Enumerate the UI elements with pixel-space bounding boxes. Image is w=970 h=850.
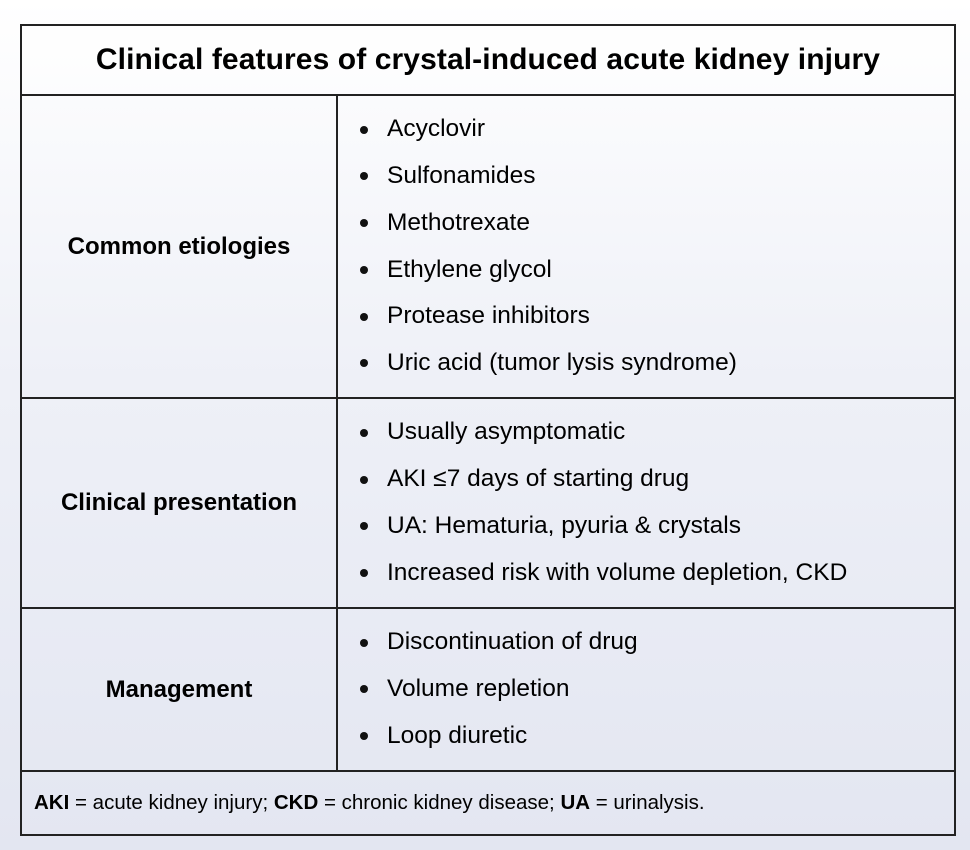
list-item [360,456,954,503]
list-item-text: Increased risk with volume depletion, CKD [387,558,848,586]
list-item [360,200,954,247]
row-content [338,399,954,607]
row-common-etiologies [22,96,954,399]
table-title: Clinical features of crystal-induced acute kidney injury [95,43,881,76]
footnote-abbreviation: CKD [273,791,319,814]
list-item [360,550,954,597]
list-item-text: Sulfonamides [387,161,536,189]
bullet-icon [360,172,368,180]
list-item [360,153,954,200]
row-content [338,609,954,770]
list-item-text: Loop diuretic [387,721,528,749]
bullet-icon [360,522,368,530]
list-item [360,503,954,550]
list-item-text: Usually asymptomatic [387,418,626,446]
list-item [360,409,954,456]
list-item-text: UA: Hematuria, pyuria & crystals [387,512,741,539]
abbreviations-footnote [22,772,954,834]
bullet-icon [360,313,368,321]
list-item [360,340,954,387]
bullet-icon [360,569,368,577]
clinical-features-table [20,24,956,836]
list-item-text: Uric acid (tumor lysis syndrome) [387,349,737,377]
list-item [360,619,954,666]
bullet-icon [360,639,368,647]
table-title-row [22,26,954,96]
list-item-text: Protease inhibitors [387,302,590,330]
row-label: Clinical presentation [22,399,338,607]
bullet-list [360,619,954,759]
row-content [338,96,954,397]
row-label: Management [22,609,338,770]
row-management [22,609,954,772]
list-item-text: AKI ≤7 days of starting drug [387,465,690,493]
list-item-text: Ethylene glycol [387,255,552,283]
bullet-icon [360,429,368,437]
list-item [360,247,954,294]
footnote-abbreviation: UA [560,791,591,814]
bullet-icon [360,126,368,134]
row-clinical-presentation [22,399,954,609]
bullet-icon [360,685,368,693]
bullet-icon [360,476,368,484]
footnote-abbreviation: AKI [34,791,70,814]
row-label: Common etiologies [22,96,338,397]
list-item-text: Volume repletion [387,675,570,703]
bullet-list [360,106,954,387]
footnote-definition: = chronic kidney disease; [318,791,561,814]
list-item [360,713,954,760]
list-item-text: Acyclovir [387,115,486,143]
bullet-icon [360,266,368,274]
list-item [360,106,954,153]
list-item [360,666,954,713]
bullet-icon [360,359,368,367]
list-item [360,293,954,340]
list-item-text: Methotrexate [387,208,530,236]
bullet-list [360,409,954,596]
bullet-icon [360,219,368,227]
footnote-definition: = urinalysis. [590,791,705,814]
list-item-text: Discontinuation of drug [387,628,638,656]
footnote-definition: = acute kidney injury; [69,791,274,814]
bullet-icon [360,732,368,740]
